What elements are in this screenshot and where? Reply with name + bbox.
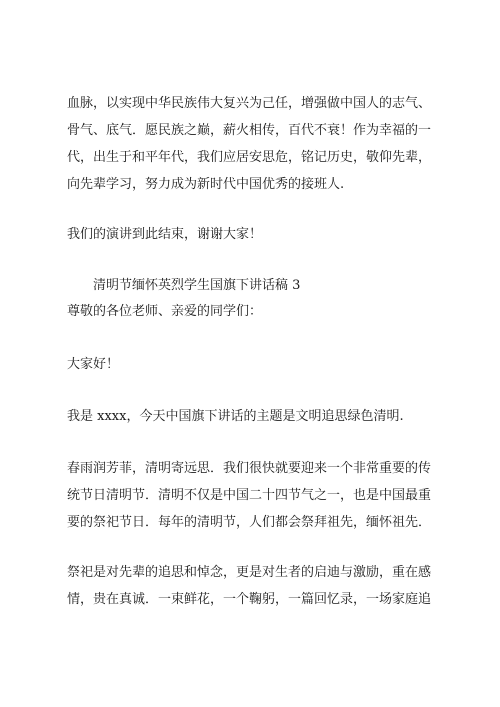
paragraph-1-line-3: 代，出生于和平年代，我们应居安思危，铭记历史，敬仰先辈， — [67, 150, 432, 165]
paragraph-3-line-2: 情，贵在真诚．一束鲜花，一个鞠躬，一篇回忆录，一场家庭追 — [67, 592, 432, 607]
closing-line: 我们的演讲到此结束，谢谢大家！ — [67, 227, 263, 242]
speech-title: 清明节缅怀英烈学生国旗下讲话稿 3 — [93, 278, 301, 293]
paragraph-1-line-1: 血脉，以实现中华民族伟大复兴为己任，增强做中国人的志气、 — [67, 96, 432, 111]
paragraph-1-line-2: 骨气、底气．愿民族之巅，薪火相传，百代不衰！作为幸福的一 — [67, 123, 432, 138]
paragraph-2-line-2: 统节日清明节．清明不仅是中国二十四节气之一，也是中国最重 — [67, 488, 432, 503]
paragraph-2-line-1: 春雨润芳菲，清明寄远思．我们很快就要迎来一个非常重要的传 — [67, 461, 432, 476]
paragraph-1-line-4: 向先辈学习，努力成为新时代中国优秀的接班人. — [67, 177, 345, 192]
intro-line: 我是 xxxx，今天中国旗下讲话的主题是文明追思绿色清明. — [67, 409, 404, 424]
salutation: 尊敬的各位老师、亲爱的同学们： — [67, 304, 263, 319]
paragraph-3-line-1: 祭祀是对先辈的追思和悼念，更是对生者的启迪与激励，重在感 — [67, 565, 432, 580]
paragraph-2-line-3: 要的祭祀节日．每年的清明节，人们都会祭拜祖先，缅怀祖先． — [67, 515, 432, 530]
greeting: 大家好！ — [67, 357, 120, 372]
